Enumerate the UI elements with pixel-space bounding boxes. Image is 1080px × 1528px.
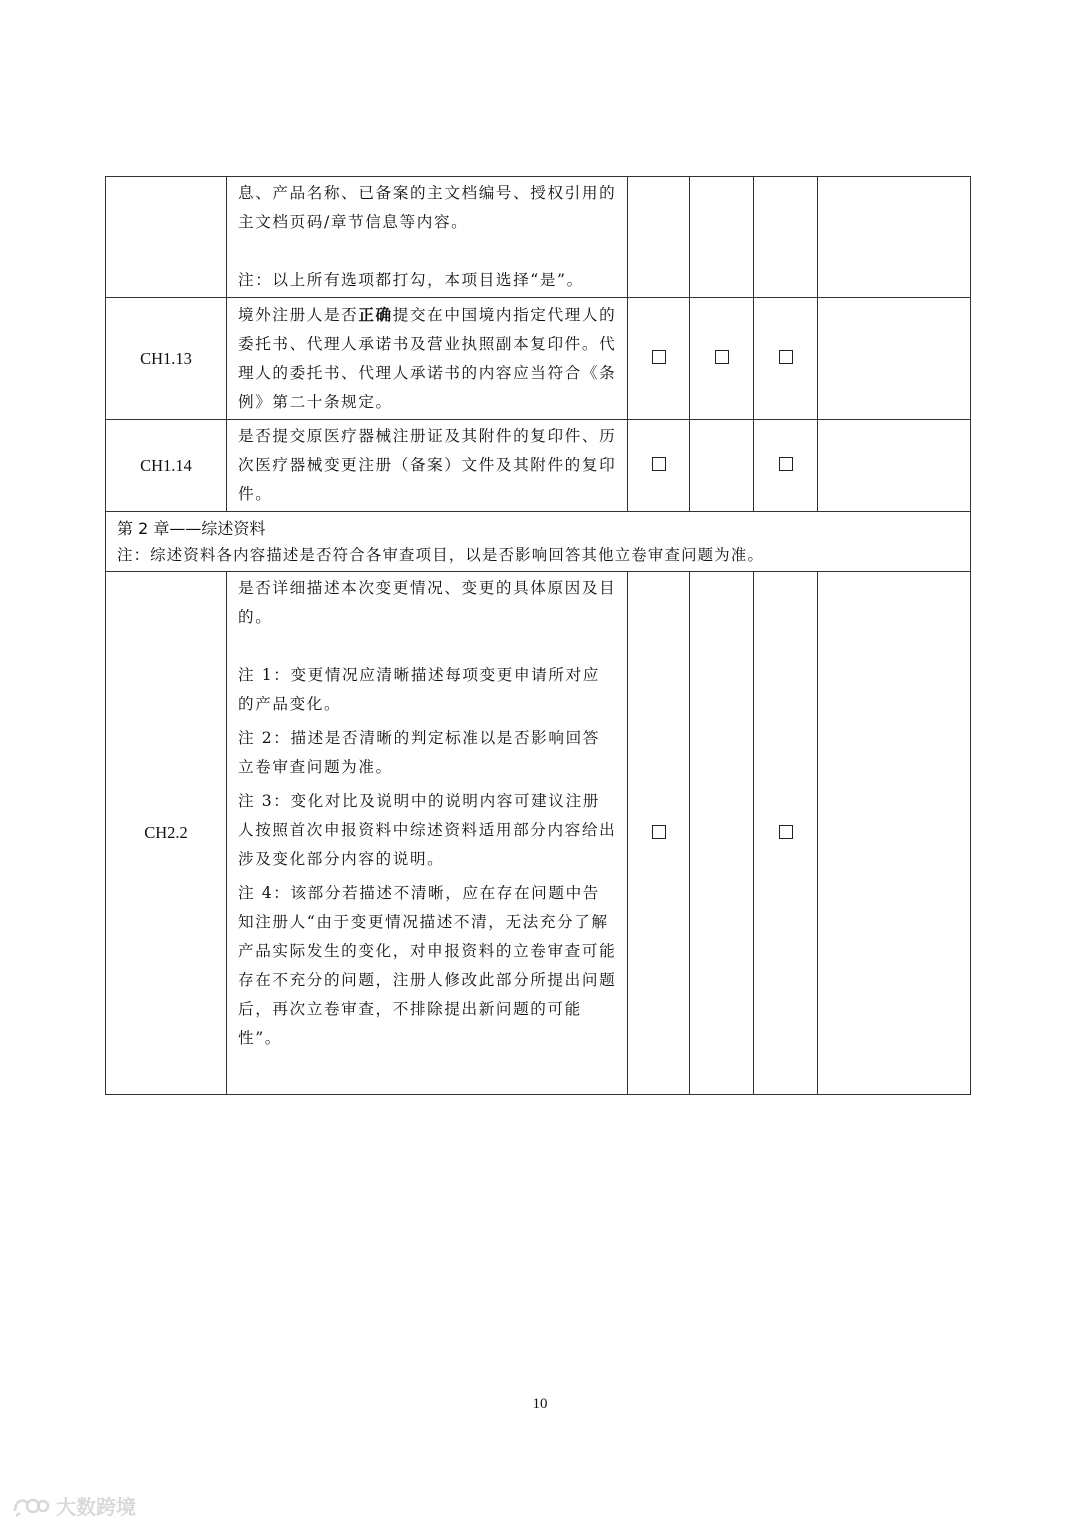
check-cell-yes	[628, 572, 690, 1095]
check-cell-yes	[628, 420, 690, 512]
table-row	[106, 420, 971, 512]
checkbox[interactable]	[779, 350, 793, 364]
item-text-part: 提交在中国境内指定代理人的委托书、代理人承诺书及营业执照副本复印件。代理人的委托书、代理人承诺书的内容应当符合《条例》第二十条规定。	[238, 306, 617, 411]
item-note: 注 4：该部分若描述不清晰，应在存在问题中告知注册人“由于变更情况描述不清，无法充分了解产品实际发生的变化，对申报资料的立卷审查可能存在不充分的问题，注册人修改此部分所提出问题后，再次立卷审查，不排除提出新问题的可能性”。	[238, 884, 617, 1047]
item-text-part: 境外注册人是否	[238, 306, 359, 324]
remarks-cell	[818, 298, 971, 420]
item-note: 注：以上所有选项都打勾，本项目选择“是”。	[238, 271, 584, 289]
item-question: 是否详细描述本次变更情况、变更的具体原因及目的。	[238, 579, 617, 626]
check-cell-yes	[628, 177, 690, 298]
chapter-note: 注：综述资料各内容描述是否符合各审查项目，以是否影响回答其他立卷审查问题为准。	[117, 546, 765, 564]
item-id: CH1.13	[106, 298, 227, 420]
logo-icon	[12, 1495, 50, 1517]
item-description	[227, 177, 628, 298]
table-row	[106, 572, 971, 1095]
check-cell-no	[690, 420, 754, 512]
check-cell-na	[754, 420, 818, 512]
remarks-cell	[818, 420, 971, 512]
checkbox[interactable]	[652, 825, 666, 839]
checkbox[interactable]	[779, 457, 793, 471]
checkbox[interactable]	[779, 825, 793, 839]
item-description	[227, 298, 628, 420]
page-number: 10	[532, 1396, 548, 1412]
check-cell-na	[754, 298, 818, 420]
item-note: 注 2：描述是否清晰的判定标准以是否影响回答立卷审查问题为准。	[238, 729, 600, 776]
check-cell-no	[690, 177, 754, 298]
chapter-row	[106, 512, 971, 572]
item-description	[227, 572, 628, 1095]
remarks-cell	[818, 177, 971, 298]
check-cell-no	[690, 298, 754, 420]
chapter-header	[106, 512, 971, 572]
checkbox[interactable]	[652, 350, 666, 364]
checkbox[interactable]	[715, 350, 729, 364]
check-cell-na	[754, 572, 818, 1095]
watermark-text: 大数跨境	[56, 1495, 136, 1519]
item-text-emphasis: 正确	[358, 305, 393, 324]
watermark	[12, 1491, 136, 1520]
check-cell-yes	[628, 298, 690, 420]
item-id: CH2.2	[106, 572, 227, 1095]
item-id	[106, 177, 227, 298]
item-note: 注 3：变化对比及说明中的说明内容可建议注册人按照首次申报资料中综述资料适用部分内容给出涉及变化部分内容的说明。	[238, 792, 617, 868]
table-row	[106, 298, 971, 420]
item-id: CH1.14	[106, 420, 227, 512]
check-cell-na	[754, 177, 818, 298]
chapter-title: 第 2 章——综述资料	[117, 519, 266, 538]
item-description: 是否提交原医疗器械注册证及其附件的复印件、历次医疗器械变更注册（备案）文件及其附件的复印件。	[227, 420, 628, 512]
review-checklist-table	[105, 176, 971, 1095]
table-row	[106, 177, 971, 298]
checkbox[interactable]	[652, 457, 666, 471]
remarks-cell	[818, 572, 971, 1095]
check-cell-no	[690, 572, 754, 1095]
item-note: 注 1：变更情况应清晰描述每项变更申请所对应的产品变化。	[238, 666, 600, 713]
item-text: 息、产品名称、已备案的主文档编号、授权引用的主文档页码/章节信息等内容。	[238, 184, 617, 231]
